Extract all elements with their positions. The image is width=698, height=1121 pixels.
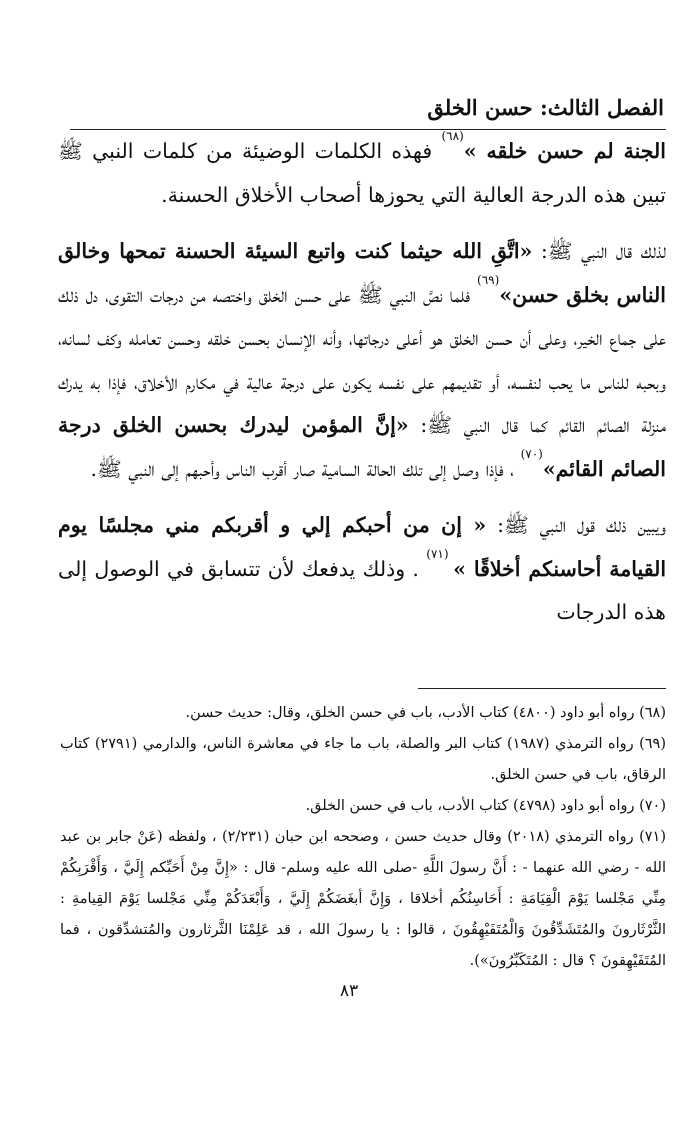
text-run: ، فإذا وصل إلى تلك الحالة السامية صار أقرب الناس وأحبهم إلى النبي ﷺ. [90, 456, 521, 481]
text-run: ويبين ذلك قول النبي ﷺ: [486, 513, 666, 537]
footnote: (٦٩) رواه الترمذي (١٩٨٧) كتاب البر والصلة، باب ما جاء في معاشرة الناس، والدارمي (٢٧٩١) كتاب الرقاق، باب في حسن الخلق. [60, 736, 666, 783]
text-run: . وذلك يدفعك لأن تتسابق في الوصول إلى هذه الدرجات [58, 556, 666, 624]
text-run: فلما نصَّ النبي ﷺ على حسن الخلق واختصه من درجات التقوى، دل ذلك على جماع الخير، وعلى أن حسن الخلق هو أعلى درجاتها، وأنه الإنسان بحسن خلقه وحسن تعامله وكف لسانه، وبحبه للناس ما يحب لنفسه، أو تقديمهم على نفسه يكون على درجة عالية في مكارم الأخلاق، فإذا به يدرك منزلة الصائم القائم كما قال النبي ﷺ: [58, 282, 666, 437]
paragraph [58, 230, 666, 491]
running-header [70, 93, 666, 130]
footnote-ref: (٧١) [426, 546, 454, 561]
footnote-ref: (٦٩) [477, 272, 500, 287]
footnote: (٧٠) رواه أبو داود (٤٧٩٨) كتاب الأدب، باب في حسن الخلق. [305, 798, 666, 814]
footnotes [60, 698, 666, 977]
text-run: فهذه الكلمات الوضيئة من كلمات النبي ﷺ تبين هذه الدرجة العالية التي يحوزها أصحاب الأخلاق الحسنة. [58, 139, 666, 207]
footnote-ref: (٧٠) [520, 446, 543, 461]
body-text [58, 130, 666, 635]
hadith-quote: « إن من أحبكم إلي و أقربكم مني مجلسًا يوم القيامة أحاسنكم أخلاقًا » [58, 513, 667, 581]
paragraph [58, 504, 666, 635]
chapter-title: الفصل الثالث: حسن الخلق [427, 95, 664, 120]
footnote-separator [418, 688, 666, 689]
hadith-quote: «اتَّقِ الله حيثما كنت واتبع السيئة الحسنة تمحها وخالق الناس بخلق حسن» [58, 239, 666, 307]
footnote: (٦٨) رواه أبو داود (٤٨٠٠) كتاب الأدب، باب في حسن الخلق، وقال: حديث حسن. [185, 705, 666, 721]
page-number: ٨٣ [339, 981, 359, 1001]
text-run: لذلك قال النبي ﷺ: [532, 239, 666, 263]
hadith-quote: الجنة لم حسن خلقه » [463, 139, 666, 163]
hadith-quote: «إنَّ المؤمن ليدرك بحسن الخلق درجة الصائم القائم» [58, 413, 666, 481]
footnote-ref: (٦٨) [441, 129, 464, 143]
footnote: (٧١) رواه الترمذي (٢٠١٨) وقال حديث حسن ، وصححه ابن حبان (٢/٢٣١) ، ولفظه (عَنْ جابر بن عبد الله - رضي الله عنهما - : أَنَّ رسولَ اللَّهِ -صلى الله عليه وسلم- قال : «إِنَّ مِنْ أَحَبِّكم إِلَيَّ ، وَأَقْرَبِكُمْ مِنِّي مَجْلسا يَوْمَ الْقِيَامَةِ : أَحَاسِنُكُم أخلاقا ، وَإِنَّ أبغَضَكُمْ إِلَيَّ ، وَأَبْعَدَكُمْ مِنِّي مَجْلسا يَوْمَ القِيامةِ : الثَّرْثَارونَ والمُتَشَدِّقُونَ وَالْمُتَفَيْهِقُونَ ، قالوا : يا رسولَ الله ، قد عَلِمْنَا الثَّرثارون والمُتشدِّقون ، فما المُتَفَيْهِقونَ ؟ قال : المُتَكَبِّرُونَ»). [60, 829, 666, 969]
paragraph [58, 130, 666, 217]
